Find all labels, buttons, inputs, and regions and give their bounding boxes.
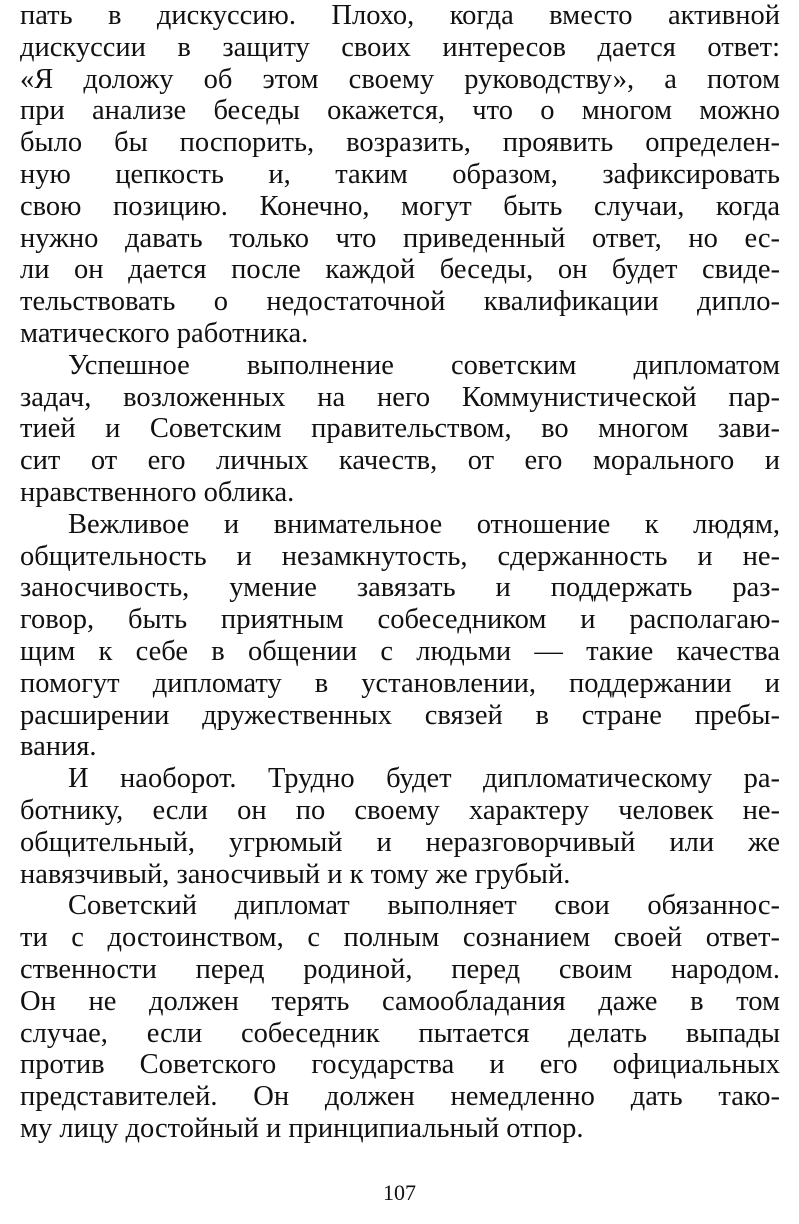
text-line: щим к себе в общении с людьми — такие качества bbox=[20, 635, 780, 667]
text-line: ли он дается после каждой беседы, он будет свиде- bbox=[20, 254, 780, 286]
text-line: ти с достоинством, с полным сознанием своей ответ- bbox=[20, 922, 780, 954]
text-line: ботнику, если он по своему характеру человек не- bbox=[20, 794, 780, 826]
text-line: пать в дискуссию. Плохо, когда вместо активной bbox=[20, 0, 780, 31]
text-line: дискуссии в защиту своих интересов дается ответ: bbox=[20, 31, 780, 63]
text-line: общительный, угрюмый и неразговорчивый или же bbox=[20, 826, 780, 858]
text-line: задач, возложенных на него Коммунистической пар- bbox=[20, 381, 780, 413]
text-line: против Советского государства и его официальных bbox=[20, 1049, 780, 1081]
text-line: тией и Советским правительством, во многом зави- bbox=[20, 413, 780, 445]
text-line: расширении дружественных связей в стране пребы- bbox=[20, 699, 780, 731]
text-line: Он не должен терять самообладания даже в том bbox=[20, 985, 780, 1017]
text-line: сит от его личных качеств, от его морального и bbox=[20, 445, 780, 477]
page-body bbox=[20, 0, 780, 1145]
page-number: 107 bbox=[383, 1180, 416, 1205]
text-line: «Я доложу об этом своему руководству», а потом bbox=[20, 63, 780, 95]
paragraph-2 bbox=[20, 350, 780, 509]
text-line: помогут дипломату в установлении, поддержании и bbox=[20, 667, 780, 699]
text-line: Успешное выполнение советским дипломатом bbox=[68, 349, 780, 381]
paragraph-3 bbox=[20, 509, 780, 763]
text-line: И наоборот. Трудно будет дипломатическому ра- bbox=[68, 763, 780, 795]
text-line: тельствовать о недостаточной квалификации дипло- bbox=[20, 286, 780, 318]
text-line: му лицу достойный и принципиальный отпор. bbox=[20, 1112, 584, 1144]
text-line: было бы поспорить, возразить, проявить определен- bbox=[20, 127, 780, 159]
text-line: заносчивость, умение завязать и поддержать раз- bbox=[20, 572, 780, 604]
text-line: навязчивый, заносчивый и к тому же грубый. bbox=[20, 858, 571, 890]
text-line: Советский дипломат выполняет свои обязаннос- bbox=[68, 890, 780, 922]
text-line: Вежливое и внимательное отношение к людям, bbox=[68, 508, 780, 540]
text-line: матического работника. bbox=[20, 317, 309, 349]
text-line: ственности перед родиной, перед своим народом. bbox=[20, 953, 780, 985]
paragraph-5 bbox=[20, 890, 780, 1144]
text-line: ную цепкость и, таким образом, зафиксировать bbox=[20, 158, 780, 190]
text-line: при анализе беседы окажется, что о многом можно bbox=[20, 95, 780, 127]
text-line: нужно давать только что приведенный ответ, но ес- bbox=[20, 222, 780, 254]
text-line: случае, если собеседник пытается делать выпады bbox=[20, 1017, 780, 1049]
text-line: представителей. Он должен немедленно дать тако- bbox=[20, 1081, 780, 1113]
text-line: общительность и незамкнутость, сдержанность и не- bbox=[20, 540, 780, 572]
paragraph-4 bbox=[20, 763, 780, 890]
paragraph-1 bbox=[20, 0, 780, 350]
text-line: свою позицию. Конечно, могут быть случаи, когда bbox=[20, 190, 780, 222]
text-line: вания. bbox=[20, 731, 97, 763]
text-line: говор, быть приятным собеседником и располагаю- bbox=[20, 604, 780, 636]
text-line: нравственного облика. bbox=[20, 476, 295, 508]
